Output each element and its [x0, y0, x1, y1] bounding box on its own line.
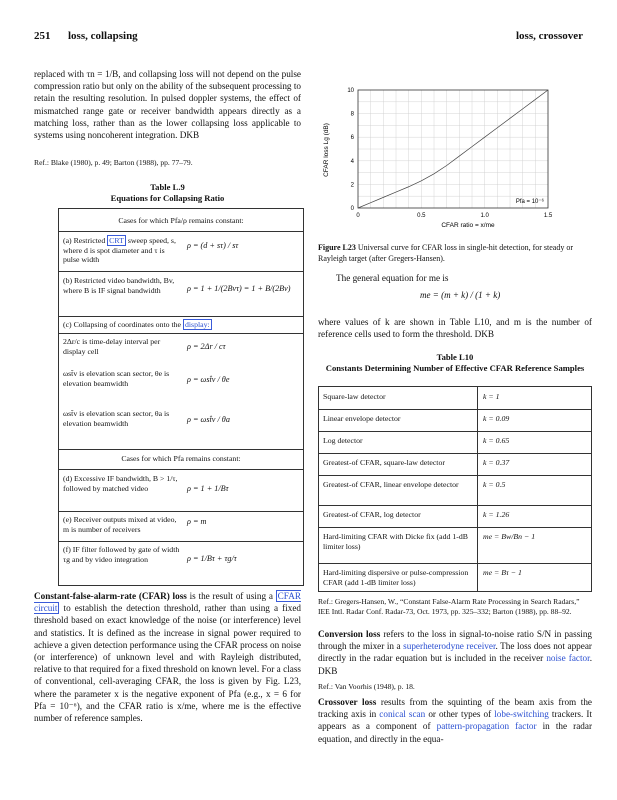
table-l9-label: Table L.9 — [150, 182, 185, 192]
formula-d: ρ = 1 + 1/Bτ — [187, 484, 229, 493]
reference-gregers-hansen: Ref.: Gregers-Hansen, W., “Constant False-Alarm Rate Processing in Search Radars,” IEE Intl. Radar Conf. Radar-73, Oct. 1973, pp. 325–332; Barton (1988), pp. 88–92. — [318, 597, 580, 616]
table-l10-detector: Hard-limiting dispersive or pulse-compression CFAR (add 1-dB limiter loss) — [323, 568, 469, 587]
cfar-loss-paragraph: Constant-false-alarm-rate (CFAR) loss is the result of using a CFAR circuit to establish the detection threshold, rather than using a fixed threshold based on exact knowledge of the noise (or interference) level and statistics. It is defined as the increase in signal power required to achieve a given detection performance using the CFAR process on noise (or interference) of unknown level and with Rayleigh distributed, relative to that required for a fixed threshold on known level. For a class of conventional, cell-averaging CFAR, the loss is given by Fig. L23, where the parameter x is the negative exponent of Pfa (e.g., x = 6 for Pfa = 10⁻⁶), and the CFAR ratio is x/me, where me is the effective number of reference samples. — [34, 591, 301, 724]
chart-y-tick-label: 4 — [350, 158, 354, 165]
chart-x-axis-label: CFAR ratio = x/me — [441, 222, 495, 229]
table-l10-divider — [319, 505, 591, 506]
conversion-loss-paragraph: Conversion loss refers to the loss in signal-to-noise ratio S/N in passing through the mixer in a superheterodyne receiver. The loss does not appear directly in the radar equation but is included in the receiver noise factor. DKB — [318, 629, 593, 676]
cfar-loss-term: Constant-false-alarm-rate (CFAR) loss — [34, 591, 187, 601]
table-l10-detector: Greatest-of CFAR, log detector — [323, 510, 421, 519]
chart-x-tick-label: 0 — [356, 213, 360, 219]
figure-l23-label: Figure L23 — [318, 243, 356, 252]
table-l10-divider — [319, 475, 591, 476]
conical-scan-link[interactable]: conical scan — [379, 709, 426, 720]
table-l10-value: k = 0.5 — [483, 480, 506, 489]
chart-y-tick-label: 2 — [350, 182, 354, 189]
formula-f: ρ = 1/Bτ + τg/τ — [187, 554, 237, 563]
reference-blake: Ref.: Blake (1980), p. 49; Barton (1988), pp. 77–79. — [34, 158, 193, 167]
display-link[interactable]: display: — [184, 320, 210, 329]
page-number: 251 — [34, 30, 51, 42]
table-l10-detector: Greatest-of CFAR, linear envelope detector — [323, 480, 459, 489]
crossover-loss-term: Crossover loss — [318, 697, 377, 707]
pattern-propagation-factor-link[interactable]: pattern-propagation factor — [436, 721, 537, 732]
chart-y-tick-label: 6 — [350, 135, 354, 142]
table-l9-row-a: (a) Restricted CRT sweep speed, s, where d is spot diameter and τ is pulse width — [63, 236, 176, 265]
table-l9-row-c1: 2Δr/c is time-delay interval per display cell — [63, 337, 161, 356]
table-l10-value: k = 1.26 — [483, 510, 510, 519]
formula-c3: ρ = ωst̂v / θa — [187, 415, 230, 424]
right-running-title: loss, crossover — [515, 30, 583, 42]
noise-factor-link[interactable]: noise factor — [546, 653, 590, 664]
table-l10-value: k = 0.65 — [483, 436, 510, 445]
conversion-loss-term: Conversion loss — [318, 629, 381, 639]
table-l9-caption — [34, 182, 301, 204]
table-l10-detector: Square-law detector — [323, 392, 386, 401]
table-l10-divider — [319, 431, 591, 432]
table-l10-value: k = 1 — [483, 392, 500, 401]
table-l9-row-c: (c) Collapsing of coordinates onto the display: — [63, 320, 210, 329]
table-l10-detector: Greatest-of CFAR, square-law detector — [323, 458, 445, 467]
formula-c1: ρ = 2Δr / cτ — [187, 342, 226, 351]
table-l9-section-2: Cases for which Pfa remains constant: — [121, 454, 241, 463]
table-l9-row-c3: ωst̂v is elevation scan sector, θa is elevation beamwidth — [63, 409, 170, 428]
table-l9-title: Equations for Collapsing Ratio — [110, 193, 225, 203]
crossover-loss-paragraph: Crossover loss results from the squinting of the beam axis from the tracking axis in conical scan or other types of lobe-switching trackers. It appears as a component of pattern-propagation factor in the radar equation, and directly in the equa- — [318, 697, 593, 744]
table-l9-row-d: (d) Excessive IF bandwidth, B > 1/τ, followed by matched video — [63, 474, 178, 493]
table-l9-row-f: (f) IF filter followed by gate of width τg and by video integration — [63, 545, 180, 564]
reference-van-voorhis: Ref.: Van Voorhis (1948), p. 18. — [318, 682, 415, 691]
table-l9-row-c2: ωst̂v is elevation scan sector, θe is elevation beamwidth — [63, 369, 170, 388]
cfar-loss-chart — [318, 80, 584, 240]
chart-x-tick-label: 0.5 — [417, 213, 426, 219]
table-l10-detector: Hard-limiting CFAR with Dicke fix (add 1-dB limiter loss) — [323, 532, 468, 551]
chart-y-axis-label: CFAR loss Lg (dB) — [323, 123, 330, 177]
table-l10-divider — [319, 527, 591, 528]
superheterodyne-receiver-link[interactable]: superheterodyne receiver — [403, 641, 496, 652]
table-l9 — [58, 208, 304, 586]
table-l10-title: Constants Determining Number of Effective CFAR Reference Samples — [325, 363, 585, 373]
left-running-title: loss, collapsing — [68, 30, 138, 42]
table-l10-value: me = Bτ − 1 — [483, 568, 522, 577]
figure-l23-caption: Figure L23 Universal curve for CFAR loss in single-hit detection, for steady or Rayleigh target (after Gregers-Hansen). — [318, 243, 573, 263]
crt-link[interactable]: CRT — [109, 236, 124, 245]
chart-x-tick-label: 1.5 — [543, 213, 553, 219]
table-l10-value: me = Bw/Bn − 1 — [483, 532, 536, 541]
cfar-circuit-link[interactable]: CFAR circuit — [34, 591, 301, 614]
chart-y-tick-label: 8 — [350, 111, 354, 118]
intro-paragraph: replaced with τn = 1/B, and collapsing loss will not depend on the pulse compression ratio but only on the ability of the subsequent processing to retain the resulting resolution. In pulsed doppler systems, the effect of mismatched range gate or receiver bandwidth appears directly as a matching loss, rather than as the lower collapsing loss applicable to systems using noncoherent integration. DKB — [34, 69, 301, 141]
general-equation-intro: The general equation for me is — [336, 273, 449, 283]
table-l10-divider — [319, 563, 591, 564]
formula-e: ρ = m — [187, 517, 207, 526]
where-paragraph: where values of k are shown in Table L10, and m is the number of reference cells used to form the threshold. DKB — [318, 317, 592, 340]
table-l10-value: k = 0.37 — [483, 458, 510, 467]
lobe-switching-link[interactable]: lobe-switching — [494, 709, 549, 720]
chart-pfa-annotation: Pfa = 10⁻⁶ — [515, 199, 544, 205]
table-l10-detector: Log detector — [323, 436, 363, 445]
table-l9-row-b: (b) Restricted video bandwidth, Bv, where B is IF signal bandwidth — [63, 276, 175, 295]
formula-c2: ρ = ωst̂v / θe — [187, 375, 230, 384]
chart-y-tick-label: 0 — [350, 206, 354, 212]
table-l10-label: Table L10 — [436, 352, 474, 362]
table-l10-divider — [319, 453, 591, 454]
formula-b: ρ = 1 + 1/(2Bvτ) = 1 + B/(2Bv) — [187, 284, 291, 293]
table-l10-detector: Linear envelope detector — [323, 414, 401, 423]
table-l9-section-1: Cases for which Pfa/ρ remains constant: — [118, 216, 244, 225]
table-l10-divider — [319, 409, 591, 410]
formula-a: ρ = (d + sτ) / sτ — [187, 241, 239, 250]
table-l10-caption — [318, 352, 592, 374]
chart-x-tick-label: 1.0 — [480, 213, 489, 219]
general-equation: me = (m + k) / (1 + k) — [420, 290, 501, 300]
chart-y-tick-label: 10 — [347, 88, 354, 94]
chart-grid — [358, 90, 548, 208]
table-l9-row-e: (e) Receiver outputs mixed at video, m is number of receivers — [63, 515, 177, 534]
table-l10 — [318, 386, 592, 592]
table-l10-value: k = 0.09 — [483, 414, 510, 423]
